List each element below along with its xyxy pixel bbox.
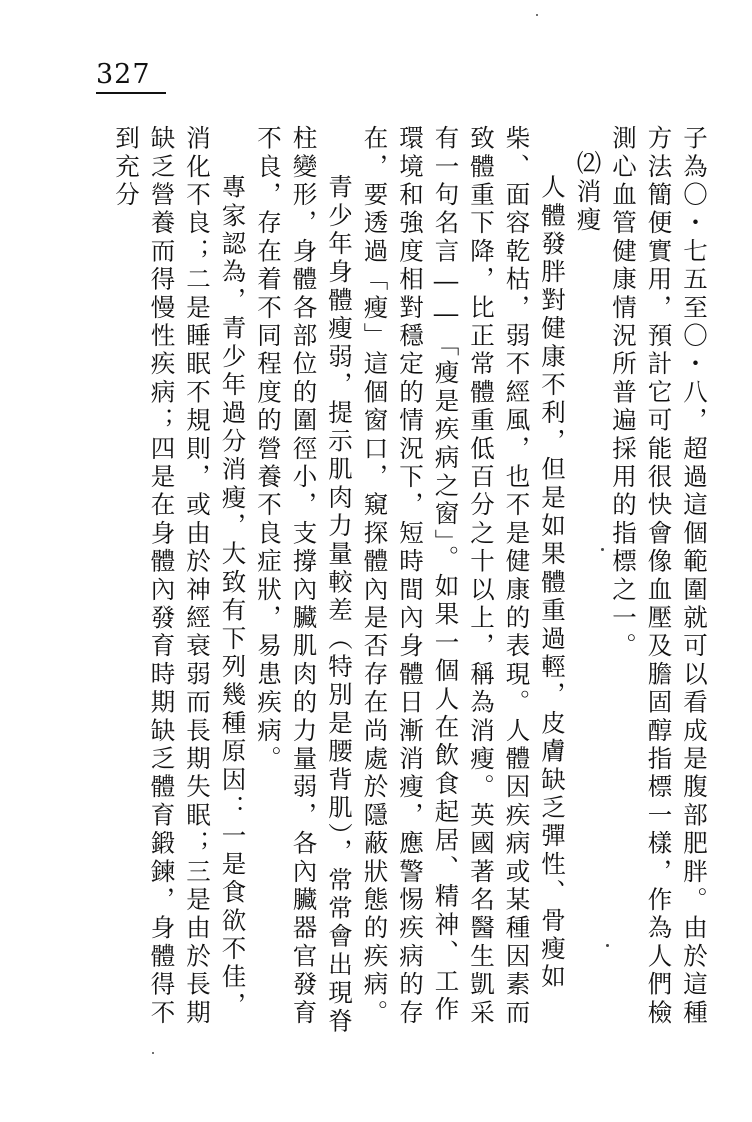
page-number: 327 xyxy=(96,59,151,90)
section-heading: ⑵消瘦 xyxy=(573,149,603,235)
scan-speck xyxy=(536,14,538,16)
paragraph-continued: 子為〇・七五至〇・八，超過這個範圍就可以看成是腹部肥胖。由於這種方法簡便實用，預計它可能很快會像血壓及膽固醇指標一樣，作為人們檢測心血管健康情況所普遍採用的指標之一。 xyxy=(609,125,709,1028)
paragraph-body: 青少年身體瘦弱，提示肌肉力量較差（特別是腰背肌），常常會出現脊柱變形，身體各部位的圍徑小，支撐內臟肌肉的力量弱，各內臟器官發育不良，存在着不同程度的營養不良症狀，易患疾病。 xyxy=(254,125,354,1036)
paragraph-body: 專家認為，青少年過分消瘦，大致有下列幾種原因：一是食欲不佳，消化不良；二是睡眠不規則，或由於神經衰弱而長期失眠；三是由於長期缺乏營養而得慢性疾病；四是在身體內發育時期缺乏體育鍛鍊，身體得不到充分 xyxy=(112,125,248,1028)
paragraph-body: 人體發胖對健康不利，但是如果體重過輕，皮膚缺乏彈性、骨瘦如柴、面容乾枯，弱不經風，也不是健康的表現。人體因疾病或某種因素而致體重下降，比正常體重低百分之十以上，稱為消瘦。英國著名醫生凱采有一句名言――「瘦是疾病之窗」。如果一個人在飲食起居、精神、工作環境和強度相對穩定的情況下，短時間內身體日漸消瘦，應警惕疾病的存在，要透過「瘦」這個窗口，窺探體內是否存在尚處於隱蔽狀態的疾病。 xyxy=(360,125,567,1028)
scan-speck xyxy=(606,944,609,947)
scan-speck xyxy=(601,548,604,551)
body-text xyxy=(96,125,712,1040)
scan-speck xyxy=(152,1052,154,1054)
page-number-rule xyxy=(96,92,166,94)
